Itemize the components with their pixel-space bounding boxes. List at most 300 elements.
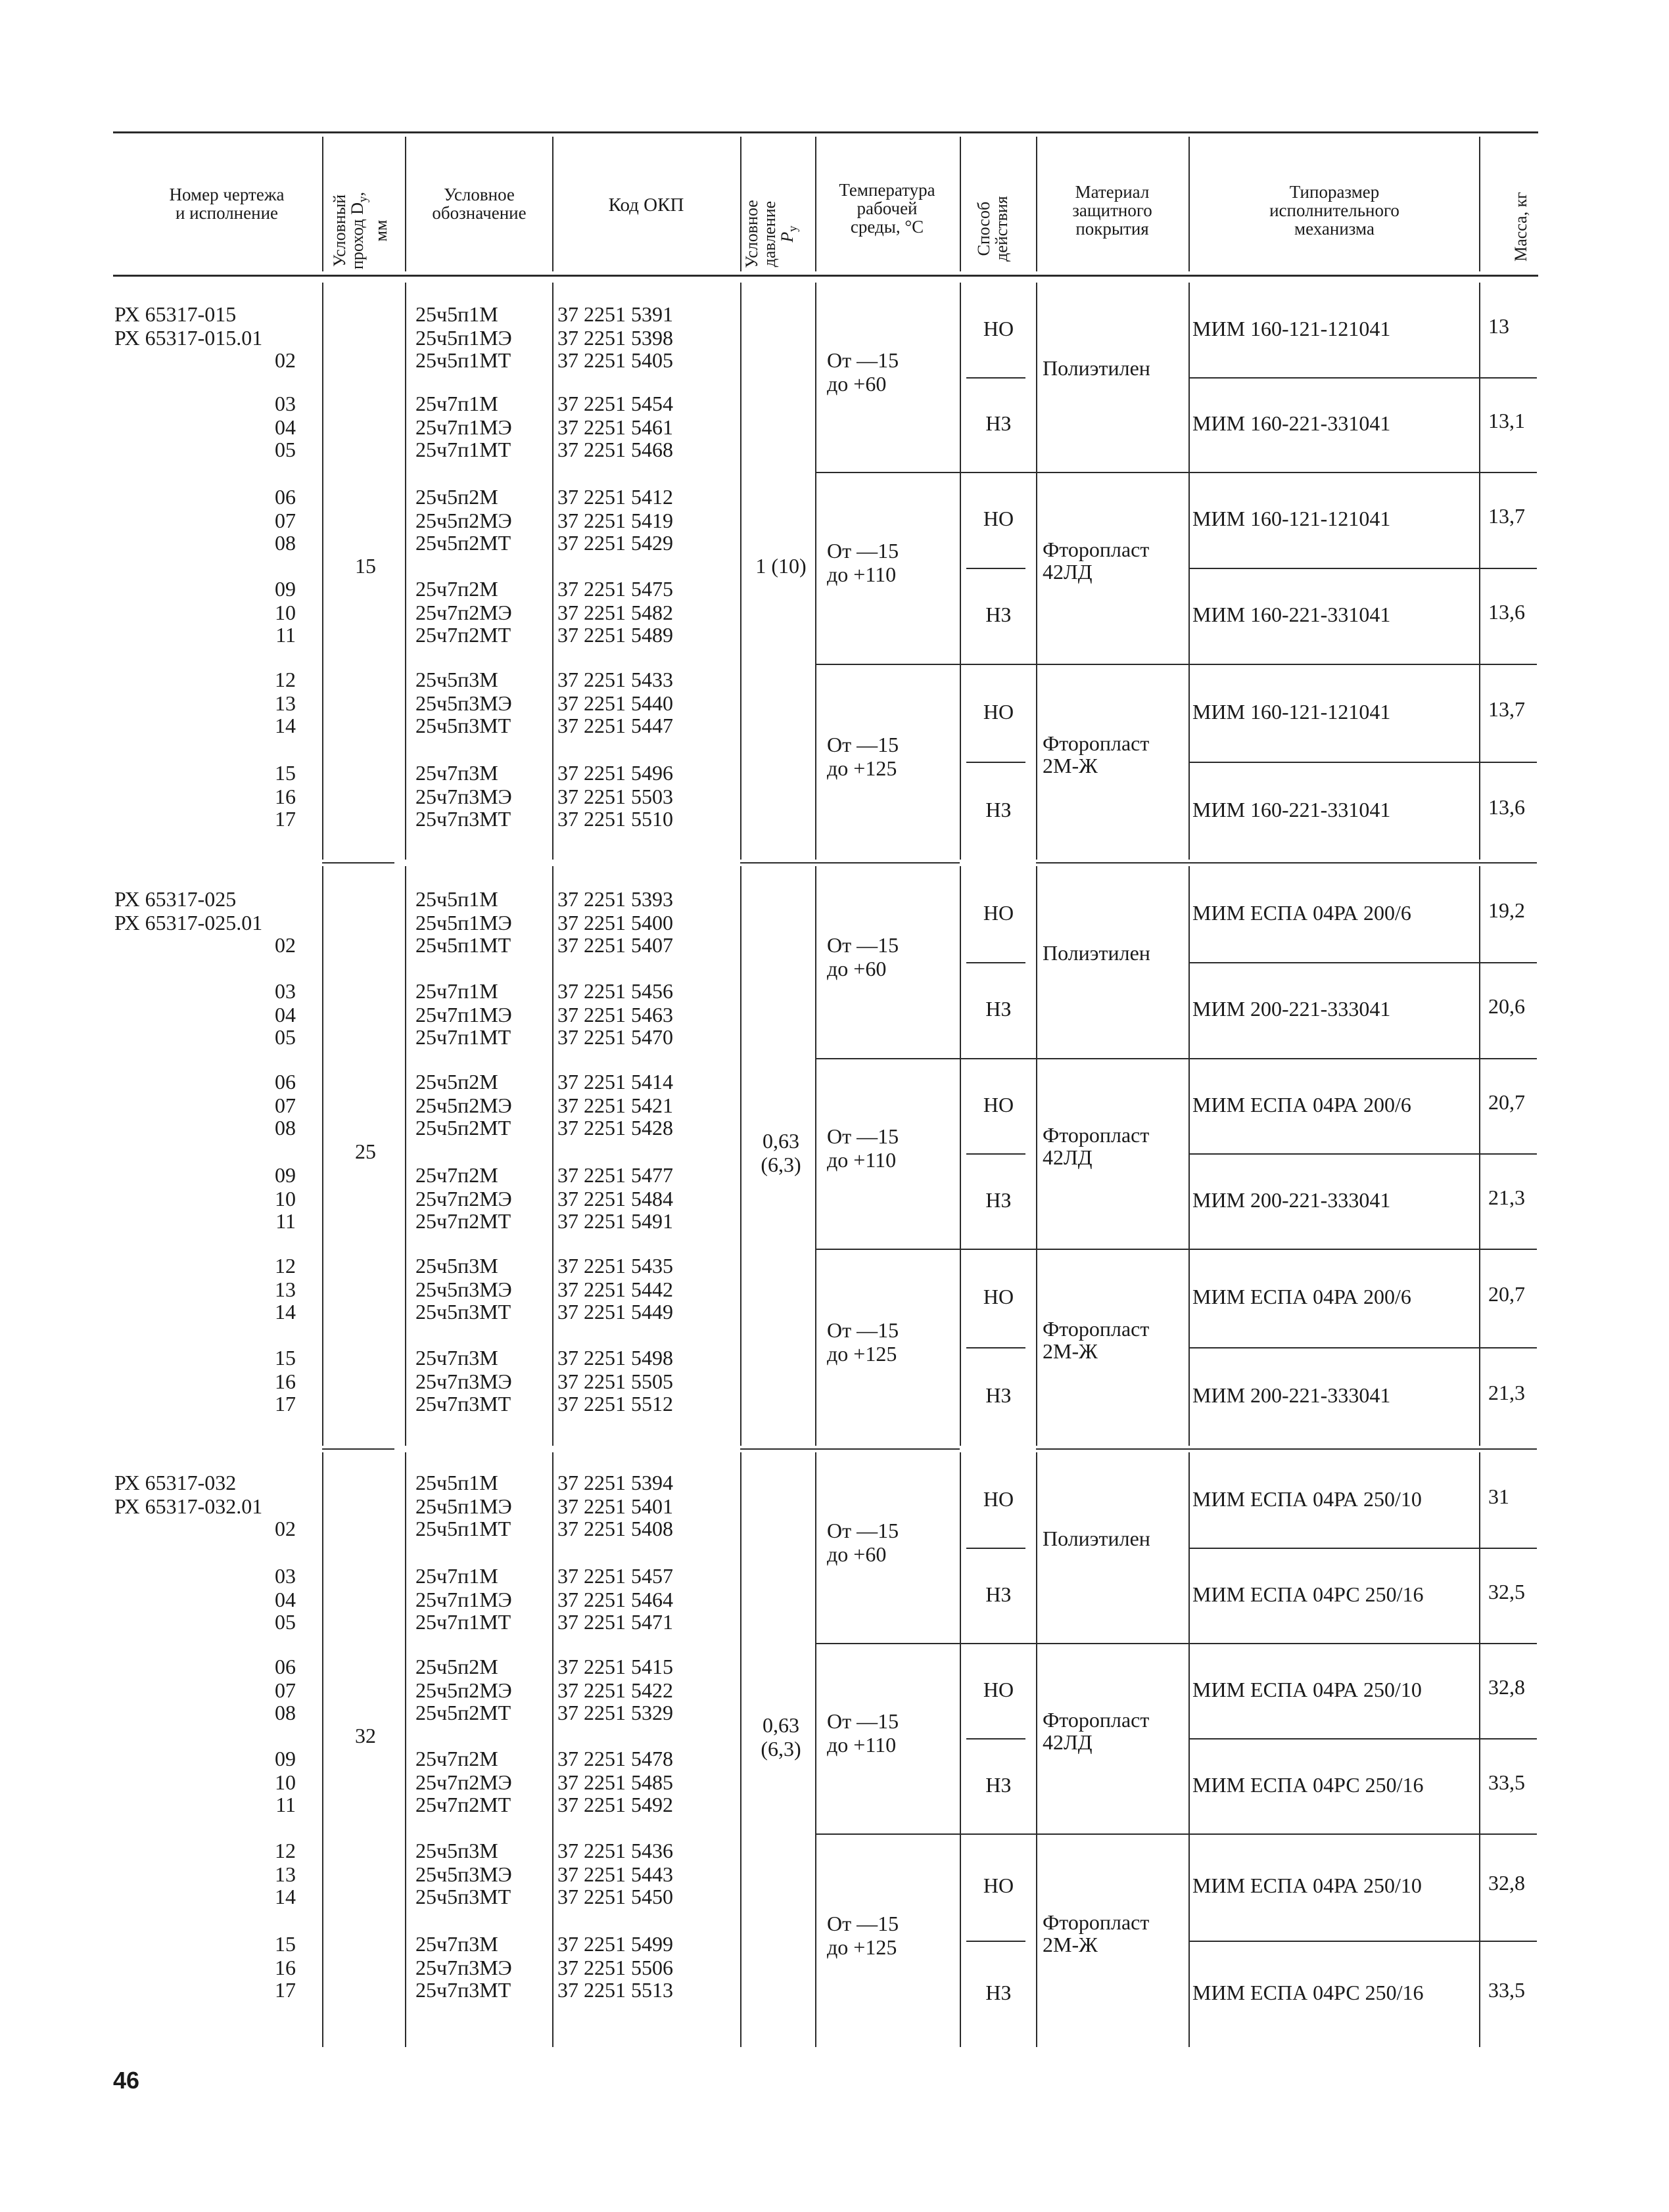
designation: 25ч5п2МЭ [415,509,512,532]
temperature-range: до +125 [827,1935,897,1959]
group0-col-sep-0 [322,283,323,860]
designation: 25ч5п2М [415,1070,498,1094]
group2-col-sep-2 [552,1452,553,2047]
drawing-number: 15 [275,1346,296,1370]
drawing-number: РХ 65317-025 [114,887,237,911]
group0-actuator-sep-3 [1188,568,1537,569]
designation: 25ч5п1МЭ [415,911,512,934]
actuator-type: МИМ ЕСПА 04РА 250/10 [1192,1677,1422,1701]
group2-col-sep-6 [1036,1452,1037,2047]
okp-code: 37 2251 5422 [557,1678,673,1702]
drawing-number: 13 [275,691,296,715]
group0-col-sep-5 [960,283,961,860]
designation: 25ч5п3М [415,1839,498,1862]
drawing-number: 15 [275,761,296,785]
designation: 25ч7п2М [415,1747,498,1770]
okp-code: 37 2251 5510 [557,807,673,831]
okp-code: 37 2251 5512 [557,1392,673,1416]
mass-value: 13,6 [1488,600,1525,624]
drawing-number: 03 [275,392,296,415]
mass-value: 13,7 [1488,504,1525,528]
mass-value: 33,5 [1488,1770,1525,1794]
temperature-range: От —15 [827,1318,899,1342]
okp-code: 37 2251 5408 [557,1517,673,1540]
group0-action-sep-2 [961,472,1036,473]
drawing-number: 04 [275,1588,296,1611]
temperature-range: От —15 [827,348,899,372]
group2-actuator-sep-1 [1188,1548,1537,1549]
designation: 25ч5п3МЭ [415,691,512,715]
header-designation-line1: Условное [444,185,515,204]
header-material-line2: защитного [1072,200,1152,220]
okp-code: 37 2251 5442 [557,1278,673,1301]
okp-code: 37 2251 5401 [557,1494,673,1518]
drawing-number: 09 [275,1163,296,1187]
header-drawing [131,185,322,222]
group2-mat-sep-1 [1037,1643,1188,1644]
designation: 25ч5п1МЭ [415,1494,512,1518]
action-type: НЗ [985,1772,1012,1797]
okp-code: 37 2251 5456 [557,979,673,1003]
pressure-value: 0,63 [763,1713,799,1737]
mass-value: 13,7 [1488,697,1525,721]
header-pressure-sub: у [786,225,801,232]
drawing-number: 12 [275,1254,296,1278]
designation: 25ч7п2МЭ [415,1187,512,1210]
drawing-number: 02 [275,348,296,372]
header-actuator [1190,183,1479,238]
page-number: 46 [113,2067,140,2094]
okp-code: 37 2251 5492 [557,1793,673,1816]
okp-code: 37 2251 5450 [557,1885,673,1908]
actuator-type: МИМ ЕСПА 04РА 200/6 [1192,901,1411,925]
header-dn-comma: , [348,191,367,196]
okp-code: 37 2251 5447 [557,714,673,737]
mass-value: 13 [1488,314,1509,338]
header-temp-line3: среды, °С [850,217,924,237]
group0-end-dn [322,862,394,864]
drawing-number: 12 [275,668,296,691]
temperature-range: От —15 [827,1124,899,1148]
header-actuator-line2: исполнительного [1269,200,1399,220]
okp-code: 37 2251 5394 [557,1471,673,1494]
header-pressure [743,200,802,268]
group1-col-sep-6 [1036,866,1037,1446]
drawing-number: 13 [275,1278,296,1301]
designation: 25ч5п2МЭ [415,1094,512,1117]
drawing-number: 07 [275,509,296,532]
mass-value: 20,6 [1488,994,1525,1018]
header-col-sep-3 [740,137,741,271]
designation: 25ч5п3МТ [415,1885,511,1908]
group2-actuator-sep-2 [1188,1643,1537,1644]
header-pressure-line2: давление [760,200,779,267]
pressure-value: (6,3) [761,1737,801,1761]
coating-material: Фторопласт [1043,1708,1150,1732]
group2-actuator-sep-3 [1188,1738,1537,1740]
designation: 25ч7п2МТ [415,1209,511,1233]
drawing-number: 07 [275,1094,296,1117]
group0-end-temp [815,862,960,864]
designation: 25ч5п3М [415,668,498,691]
header-material-line3: покрытия [1075,219,1149,239]
drawing-number: 03 [275,979,296,1003]
header-pressure-p: P [778,231,797,242]
designation: 25ч7п3МТ [415,1978,511,2002]
actuator-type: МИМ ЕСПА 04РА 250/10 [1192,1486,1422,1511]
designation: 25ч5п2МТ [415,1116,511,1140]
okp-code: 37 2251 5471 [557,1610,673,1634]
header-actuator-line1: Типоразмер [1289,182,1380,202]
drawing-number: 06 [275,485,296,509]
okp-code: 37 2251 5506 [557,1956,673,1979]
designation: 25ч5п3МТ [415,714,511,737]
pressure-value: 1 (10) [755,554,807,578]
okp-code: 37 2251 5503 [557,785,673,808]
okp-code: 37 2251 5489 [557,623,673,647]
drawing-number: 05 [275,1610,296,1634]
okp-code: 37 2251 5463 [557,1003,673,1026]
mass-value: 20,7 [1488,1090,1525,1114]
okp-code: 37 2251 5433 [557,668,673,691]
group2-temp-sep-2 [816,1833,960,1835]
drawing-number: 05 [275,1025,296,1049]
header-drawing-line1: Номер чертежа [169,185,285,204]
designation: 25ч5п1МТ [415,933,511,957]
okp-code: 37 2251 5400 [557,911,673,934]
okp-code: 37 2251 5475 [557,577,673,601]
actuator-type: МИМ 200-221-333041 [1192,1383,1391,1407]
designation: 25ч7п1МЭ [415,1003,512,1026]
group0-end-pressure [740,862,816,864]
designation: 25ч5п1МТ [415,1517,511,1540]
okp-code: 37 2251 5477 [557,1163,673,1187]
group1-mat-sep-2 [1037,1249,1188,1250]
group1-action-sep-1 [966,962,1025,963]
header-col-sep-0 [322,137,323,271]
designation: 25ч5п3МЭ [415,1862,512,1886]
group2-col-sep-1 [405,1452,406,2047]
coating-material: Фторопласт [1043,1317,1150,1341]
designation: 25ч7п1М [415,979,498,1003]
group1-col-sep-4 [815,866,816,1446]
drawing-number: 04 [275,415,296,439]
group0-actuator-sep-4 [1188,664,1537,665]
header-okp-text: Код ОКП [608,195,684,216]
designation: 25ч7п3М [415,761,498,785]
designation: 25ч7п1МТ [415,1025,511,1049]
group2-col-sep-3 [740,1452,741,2047]
drawing-number: 13 [275,1862,296,1886]
okp-code: 37 2251 5499 [557,1932,673,1956]
group2-actuator-sep-4 [1188,1833,1537,1835]
mass-value: 21,3 [1488,1381,1525,1404]
dn-value: 32 [355,1724,376,1747]
drawing-number: 12 [275,1839,296,1862]
header-dn-line1: Условный [330,194,349,267]
group0-actuator-sep-1 [1188,377,1537,379]
drawing-number: 15 [275,1932,296,1956]
designation: 25ч5п3МТ [415,1300,511,1324]
designation: 25ч7п1М [415,1564,498,1588]
header-designation [406,185,552,222]
temperature-range: до +125 [827,756,897,780]
mass-value: 31 [1488,1484,1509,1508]
okp-code: 37 2251 5419 [557,509,673,532]
actuator-type: МИМ 160-221-331041 [1192,411,1391,435]
drawing-number: РХ 65317-032.01 [114,1494,263,1518]
header-dn-sub: у [356,196,371,202]
designation: 25ч5п2М [415,1655,498,1678]
mass-value: 21,3 [1488,1185,1525,1209]
group0-col-sep-4 [815,283,816,860]
action-type: НЗ [985,997,1012,1021]
designation: 25ч5п1МЭ [415,326,512,350]
designation: 25ч7п3МТ [415,1392,511,1416]
action-type: НЗ [985,1980,1012,2004]
drawing-number: 02 [275,933,296,957]
designation: 25ч7п2МТ [415,1793,511,1816]
okp-code: 37 2251 5329 [557,1701,673,1724]
okp-code: 37 2251 5428 [557,1116,673,1140]
drawing-number: 14 [275,1300,296,1324]
drawing-number: 10 [275,601,296,624]
designation: 25ч5п2МТ [415,1701,511,1724]
drawing-number: 17 [275,807,296,831]
coating-material: Фторопласт [1043,731,1150,755]
designation: 25ч7п1МТ [415,1610,511,1634]
drawing-number: 10 [275,1187,296,1210]
designation: 25ч7п3М [415,1346,498,1370]
drawing-number: РХ 65317-015.01 [114,326,263,350]
okp-code: 37 2251 5443 [557,1862,673,1886]
designation: 25ч7п2МЭ [415,601,512,624]
action-type: НО [983,1874,1014,1898]
header-pressure-line1: Условное [742,200,761,268]
group2-action-sep-5 [966,1941,1025,1942]
action-type: НО [983,1285,1014,1308]
okp-code: 37 2251 5484 [557,1187,673,1210]
group1-actuator-sep-2 [1188,1058,1537,1059]
group1-mat-sep-1 [1037,1058,1188,1059]
actuator-type: МИМ ЕСПА 04РА 250/10 [1192,1874,1422,1898]
drawing-number: РХ 65317-015 [114,302,237,326]
designation: 25ч7п3МТ [415,807,511,831]
drawing-number: 07 [275,1678,296,1702]
designation: 25ч5п1МТ [415,348,511,372]
coating-material: Фторопласт [1043,1123,1150,1147]
group1-action-sep-3 [966,1153,1025,1155]
okp-code: 37 2251 5457 [557,1564,673,1588]
group0-mat-sep-2 [1037,664,1188,665]
okp-code: 37 2251 5513 [557,1978,673,2002]
action-type: НО [983,1677,1014,1701]
group1-col-sep-1 [405,866,406,1446]
designation: 25ч7п3М [415,1932,498,1956]
temperature-range: От —15 [827,933,899,957]
drawing-number: 04 [275,1003,296,1026]
group0-actuator-sep-5 [1188,762,1537,763]
mass-value: 20,7 [1488,1282,1525,1306]
drawing-number: 09 [275,1747,296,1770]
header-temp-line2: рабочей [857,198,918,218]
action-type: НО [983,507,1014,530]
drawing-number: 16 [275,1370,296,1393]
group2-col-sep-8 [1479,1452,1480,2047]
mass-value: 19,2 [1488,898,1525,922]
group0-col-sep-1 [405,283,406,860]
group1-end-pressure [740,1448,816,1450]
header-dn-line3: мм [371,219,391,242]
header-col-sep-5 [960,137,961,271]
coating-material: Полиэтилен [1043,941,1150,965]
drawing-number: 08 [275,1116,296,1140]
drawing-number: 09 [275,577,296,601]
group2-action-sep-2 [961,1643,1036,1644]
temperature-range: От —15 [827,1709,899,1733]
drawing-number: 06 [275,1070,296,1094]
header-dn-line2 [348,192,372,269]
okp-code: 37 2251 5485 [557,1770,673,1794]
drawing-number: 02 [275,1517,296,1540]
coating-material: Полиэтилен [1043,356,1150,380]
temperature-range: до +60 [827,957,887,980]
action-type: НО [983,1486,1014,1511]
designation: 25ч7п2М [415,577,498,601]
designation: 25ч7п1МТ [415,438,511,461]
group1-end-dn [322,1448,394,1450]
actuator-type: МИМ 160-121-121041 [1192,699,1391,724]
drawing-number: РХ 65317-032 [114,1471,237,1494]
header-temp [816,181,958,236]
group2-col-sep-7 [1188,1452,1190,2047]
drawing-number: 11 [275,1793,296,1816]
header-pressure-line3 [778,200,802,268]
actuator-type: МИМ 160-221-331041 [1192,797,1391,821]
action-type: НО [983,699,1014,724]
temperature-range: От —15 [827,1911,899,1935]
okp-code: 37 2251 5414 [557,1070,673,1094]
okp-code: 37 2251 5464 [557,1588,673,1611]
header-dn-text: проход D [348,202,367,269]
pressure-value: 0,63 [763,1129,799,1153]
temperature-range: От —15 [827,733,899,756]
group0-temp-sep-2 [816,664,960,665]
drawing-number: 11 [275,623,296,647]
actuator-type: МИМ 160-121-121041 [1192,317,1391,340]
action-type: НЗ [985,1187,1012,1212]
designation: 25ч7п3МЭ [415,1956,512,1979]
group1-end-temp [815,1448,960,1450]
group0-temp-sep-1 [816,472,960,473]
drawing-number: РХ 65317-025.01 [114,911,263,934]
okp-code: 37 2251 5496 [557,761,673,785]
group2-temp-sep-1 [816,1643,960,1644]
designation: 25ч5п2М [415,485,498,509]
action-type: НО [983,1092,1014,1117]
mass-value: 33,5 [1488,1977,1525,2002]
group2-col-sep-4 [815,1452,816,2047]
group0-col-sep-3 [740,283,741,860]
actuator-type: МИМ ЕСПА 04РС 250/16 [1192,1980,1424,2004]
temperature-range: От —15 [827,539,899,563]
group0-mat-sep-1 [1037,472,1188,473]
temperature-range: до +60 [827,372,887,396]
okp-code: 37 2251 5461 [557,415,673,439]
coating-material: Фторопласт [1043,538,1150,561]
actuator-type: МИМ 160-221-331041 [1192,603,1391,626]
group0-end-mat [1036,862,1188,864]
actuator-type: МИМ 160-121-121041 [1192,507,1391,530]
coating-material: 2М-Ж [1043,754,1098,777]
header-okp [553,196,739,214]
group2-actuator-sep-5 [1188,1941,1537,1942]
okp-code: 37 2251 5498 [557,1346,673,1370]
temperature-range: до +110 [827,1148,897,1172]
coating-material: 2М-Ж [1043,1339,1098,1363]
group0-col-sep-6 [1036,283,1037,860]
mass-value: 32,8 [1488,1871,1525,1895]
okp-code: 37 2251 5505 [557,1370,673,1393]
designation: 25ч7п2МЭ [415,1770,512,1794]
action-type: НО [983,317,1014,340]
header-dn [331,192,390,269]
group1-temp-sep-2 [816,1249,960,1250]
header-temp-line1: Температура [839,180,935,200]
group1-action-sep-2 [961,1058,1036,1059]
header-mass-text: Масса, кг [1511,192,1530,262]
designation: 25ч7п3МЭ [415,785,512,808]
action-type: НЗ [985,411,1012,435]
group2-mat-sep-2 [1037,1833,1188,1835]
header-mass [1512,192,1530,262]
mass-value: 13,1 [1488,409,1525,432]
group2-action-sep-1 [966,1548,1025,1549]
group1-end-act [1188,1448,1537,1450]
okp-code: 37 2251 5421 [557,1094,673,1117]
okp-code: 37 2251 5470 [557,1025,673,1049]
designation: 25ч7п3МЭ [415,1370,512,1393]
actuator-type: МИМ ЕСПА 04РА 200/6 [1192,1285,1411,1308]
group1-col-sep-8 [1479,866,1480,1446]
mass-value: 32,5 [1488,1579,1525,1603]
okp-code: 37 2251 5435 [557,1254,673,1278]
drawing-number: 14 [275,714,296,737]
group2-col-sep-0 [322,1452,323,2047]
actuator-type: МИМ ЕСПА 04РС 250/16 [1192,1582,1424,1606]
group2-col-sep-5 [960,1452,961,2047]
header-action-line1: Способ [974,201,993,256]
coating-material: Фторопласт [1043,1910,1150,1934]
temperature-range: От —15 [827,1519,899,1542]
designation: 25ч5п3МЭ [415,1278,512,1301]
okp-code: 37 2251 5468 [557,438,673,461]
header-material [1037,183,1187,238]
drawing-number: 10 [275,1770,296,1794]
dn-value: 25 [355,1140,376,1163]
group0-col-sep-8 [1479,283,1480,860]
actuator-type: МИМ 200-221-333041 [1192,997,1391,1021]
action-type: НО [983,901,1014,925]
group0-action-sep-5 [966,762,1025,763]
group0-action-sep-4 [961,664,1036,665]
drawing-number: 14 [275,1885,296,1908]
mass-value: 32,8 [1488,1674,1525,1699]
designation: 25ч5п3М [415,1254,498,1278]
drawing-number: 08 [275,1701,296,1724]
group0-actuator-sep-2 [1188,472,1537,473]
dn-value: 15 [355,554,376,578]
